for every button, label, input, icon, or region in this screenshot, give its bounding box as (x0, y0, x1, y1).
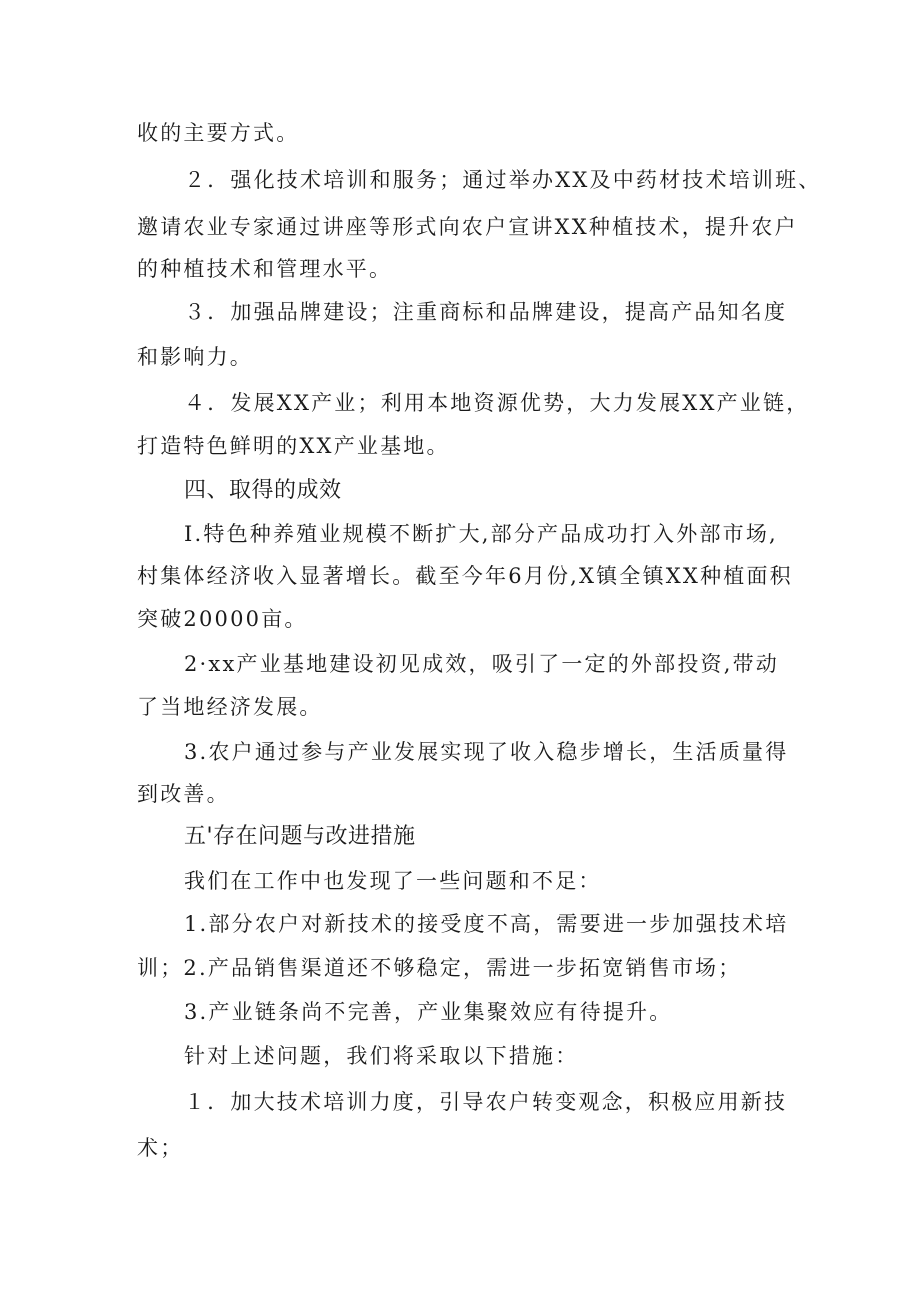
section-heading: 五'存在问题与改进措施 (184, 824, 416, 849)
paragraph-line: 3.产业链条尚不完善，产业集聚效应有待提升。 (184, 1000, 673, 1024)
paragraph-line: １．加大技术培训力度，引导农户转变观念，积极应用新技 (184, 1090, 788, 1114)
paragraph-line: 邀请农业专家通过讲座等形式向农户宣讲XX种植技术，提升农户 (137, 215, 798, 239)
paragraph-line: 和影响力。 (137, 345, 253, 369)
paragraph-line: 我们在工作中也发现了一些问题和不足： (184, 869, 602, 893)
paragraph-line: ２．强化技术培训和服务；通过举办XX及中药材技术培训班、 (184, 168, 822, 192)
paragraph-line: 收的主要方式。 (137, 121, 300, 145)
paragraph-line: I.特色种养殖业规模不断扩大,部分产品成功打入外部市场, (184, 522, 778, 546)
paragraph-line: 的种植技术和管理水平。 (137, 257, 393, 281)
paragraph-line: 打造特色鲜明的XX产业基地。 (137, 434, 450, 458)
section-heading: 四、取得的成效 (184, 478, 342, 503)
paragraph-line: 针对上述问题，我们将采取以下措施： (184, 1044, 579, 1068)
paragraph-line: 了当地经济发展。 (137, 695, 323, 719)
paragraph-line: 1.部分农户对新技术的接受度不高，需要进一步加强技术培 (184, 912, 789, 936)
paragraph-line: 术； (137, 1136, 184, 1160)
paragraph-line: 突破20000亩。 (137, 607, 308, 631)
paragraph-line: ４．发展XX产业；利用本地资源优势，大力发展XX产业链， (184, 391, 810, 415)
paragraph-line: 3.农户通过参与产业发展实现了收入稳步增长，生活质量得 (184, 740, 789, 764)
paragraph-line: ３．加强品牌建设；注重商标和品牌建设，提高产品知名度 (184, 300, 788, 324)
paragraph-line: 2·xx产业基地建设初见成效，吸引了一定的外部投资,带动 (184, 652, 779, 676)
paragraph-line: 村集体经济收入显著增长。截至今年6月份,X镇全镇XX种植面积 (137, 564, 793, 588)
paragraph-line: 到改善。 (137, 782, 230, 806)
paragraph-line: 训；2.产品销售渠道还不够稳定，需进一步拓宽销售市场； (137, 956, 742, 980)
